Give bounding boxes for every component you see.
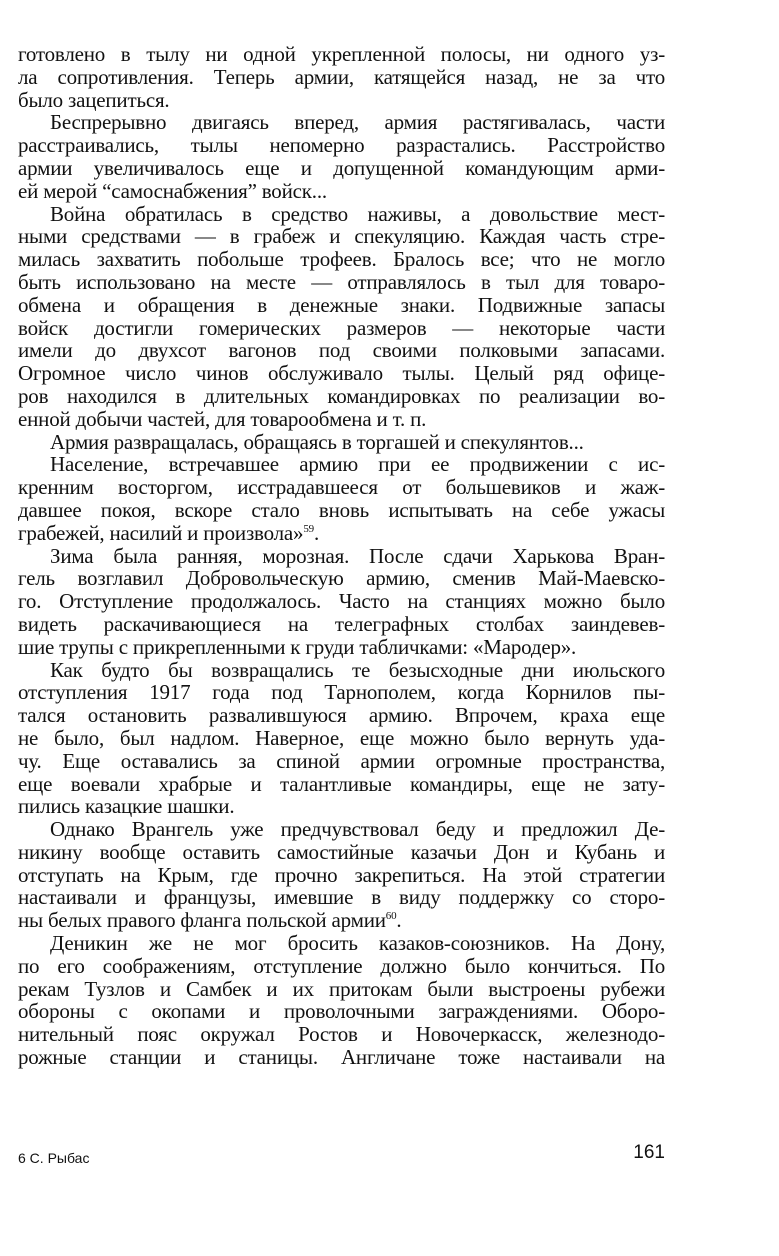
text-line: шие трупы с прикрепленными к груди табличками: «Мародер». <box>18 634 577 659</box>
text-line: Однако Врангель уже предчувствовал беду и предложил Де- <box>50 817 665 842</box>
line-text: грабежей, насилий и произвола» <box>18 520 304 545</box>
paragraph <box>18 43 665 111</box>
text-line: ей мерой “самоснабжения” войск... <box>18 178 327 203</box>
text-line: отступления 1917 года под Тарнополем, когда Корнилов пы- <box>18 680 665 705</box>
paragraph <box>18 453 665 544</box>
line-text-end: . <box>313 520 320 545</box>
paragraph <box>18 818 665 932</box>
text-line: Армия развращалась, обращаясь в торгашей и спекулянтов... <box>50 429 584 454</box>
text-line: рекам Тузлов и Самбек и их притокам были выстроены рубежи <box>18 976 665 1001</box>
text-line: Огромное число чинов обслуживало тылы. Целый ряд офице- <box>18 361 665 386</box>
paragraph <box>18 431 665 454</box>
text-line <box>18 522 665 545</box>
text-line: ла сопротивления. Теперь армии, катящейся назад, не за что <box>18 64 665 89</box>
text-line: Деникин же не мог бросить казаков-союзников. На Дону, <box>50 931 665 956</box>
footnote-reference: 60 <box>385 910 397 923</box>
text-line: чу. Еще оставались за спиной армии огромные пространства, <box>18 748 665 773</box>
text-line: ными средствами — в грабеж и спекуляцию. Каждая часть стре- <box>18 224 665 249</box>
text-line: Как будто бы возвращались те безысходные дни июльского <box>50 657 665 682</box>
paragraph <box>18 932 665 1069</box>
text-line: нительный пояс окружал Ростов и Новочеркасск, железнодо- <box>18 1022 665 1047</box>
text-line: енной добычи частей, для товарообмена и т. п. <box>18 406 427 431</box>
line-text-end: . <box>396 908 402 933</box>
text-line <box>18 909 665 932</box>
text-line: армии увеличивалось еще и допущенной командующим арми- <box>18 155 665 180</box>
paragraph <box>18 111 665 202</box>
text-line: кренним восторгом, исстрадавшееся от большевиков и жаж- <box>18 475 665 500</box>
text-line: расстраивались, тылы непомерно разрастались. Расстройство <box>18 133 665 158</box>
paragraph <box>18 203 665 431</box>
footnote-reference: 59 <box>303 522 314 535</box>
text-line: го. Отступление продолжалось. Часто на станциях можно было <box>18 589 665 614</box>
text-line: видеть раскачивающиеся на телеграфных столбах заиндевев- <box>18 611 665 636</box>
text-line: Беспрерывно двигаясь вперед, армия растягивалась, части <box>50 110 665 135</box>
text-line: обмена и обращения в денежные знаки. Подвижные запасы <box>18 292 665 317</box>
paragraph <box>18 545 665 659</box>
text-line: настаивали и французы, имевшие в виду поддержку со сторо- <box>18 885 665 910</box>
text-line: Война обратилась в средство наживы, а довольствие мест- <box>50 201 665 226</box>
text-line: милась захватить побольше трофеев. Бралось все; что не могло <box>18 247 665 272</box>
text-line: никину вообще оставить самостийные казачьи Дон и Кубань и <box>18 839 665 864</box>
text-line: тался остановить развалившуюся армию. Впрочем, краха еще <box>18 703 665 728</box>
page-body-text <box>18 43 665 1069</box>
text-line: имели до двухсот вагонов под своими полковыми запасами. <box>18 338 665 363</box>
text-line: ров находился в длительных командировках по реализации во- <box>18 383 665 408</box>
text-line: давшее покоя, вскоре стало вновь испытывать на себе ужасы <box>18 497 665 522</box>
text-line: пились казацкие шашки. <box>18 794 235 819</box>
page-number: 161 <box>633 1142 665 1163</box>
paragraph <box>18 659 665 819</box>
text-line: было зацепиться. <box>18 87 170 112</box>
text-line: Зима была ранняя, морозная. После сдачи Харькова Вран- <box>50 543 665 568</box>
text-line: войск достигли гомерических размеров — некоторые части <box>18 315 665 340</box>
text-line: обороны с окопами и проволочными заграждениями. Оборо- <box>18 999 665 1024</box>
text-line: не было, был надлом. Наверное, еще можно было вернуть уда- <box>18 725 665 750</box>
text-line: Население, встречавшее армию при ее продвижении с ис- <box>50 452 665 477</box>
text-line: отступать на Крым, где прочно закрепиться. На этой стратегии <box>18 862 665 887</box>
text-line: по его соображениям, отступление должно было кончиться. По <box>18 953 665 978</box>
line-text: ны белых правого фланга польской армии <box>18 908 386 933</box>
text-line: гель возглавил Добровольческую армию, сменив Май-Маевско- <box>18 566 665 591</box>
text-line: быть использовано на месте — отправлялось в тыл для товаро- <box>18 269 665 294</box>
text-line: еще воевали храбрые и талантливые командиры, еще не зату- <box>18 771 665 796</box>
text-line: рожные станции и станицы. Англичане тоже настаивали на <box>18 1045 665 1070</box>
text-line: готовлено в тылу ни одной укрепленной полосы, ни одного уз- <box>18 42 665 66</box>
printer-signature-mark: 6 С. Рыбас <box>18 1150 90 1166</box>
